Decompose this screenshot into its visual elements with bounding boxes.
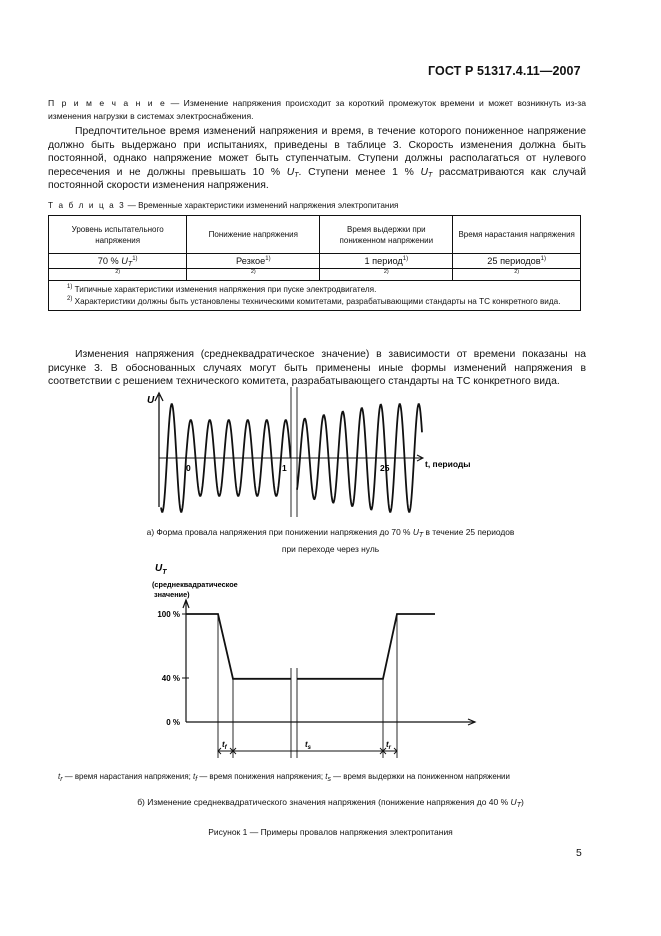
footnote-text: Характеристики должны быть установлены техническими комитетами, разрабатывающими стандарты на ТС конкретного вида. xyxy=(74,297,561,306)
table-cell xyxy=(453,254,581,269)
caption-a-line2: при переходе через нуль xyxy=(281,544,380,554)
legend-sub: f xyxy=(195,776,198,783)
x-axis-label: t, периоды xyxy=(425,459,471,469)
table-footnotes xyxy=(49,281,581,311)
header-cell: Время нарастания напряжения xyxy=(453,216,581,254)
legend-tr-text: — время нарастания напряжения; xyxy=(62,772,193,781)
u-symbol: U xyxy=(121,256,128,266)
table-cell: 2) xyxy=(49,269,187,281)
footnote-mark: 1) xyxy=(540,256,546,262)
y-title-line3: значение) xyxy=(154,590,190,599)
table-row xyxy=(49,254,581,269)
tick-0: 0 % xyxy=(166,718,180,727)
legend-sub: s xyxy=(327,776,331,783)
tick-40: 40 % xyxy=(161,674,180,683)
tf-sub: f xyxy=(224,745,227,751)
t-subscript: T xyxy=(294,171,299,179)
table-3 xyxy=(48,215,581,311)
caption-a-part2: в течение 25 периодов xyxy=(423,527,515,537)
legend-t: t xyxy=(192,772,196,781)
mark-25: 25 xyxy=(380,463,390,473)
footnote-mark: 2) xyxy=(67,296,73,302)
note-paragraph xyxy=(48,97,586,122)
footnote-mark: 1) xyxy=(132,256,138,262)
footnote-mark: 1) xyxy=(67,284,73,290)
ts-t: t xyxy=(305,740,308,749)
footnote-1 xyxy=(67,284,572,296)
table-cell xyxy=(320,254,453,269)
u-symbol: U xyxy=(420,166,428,178)
figure-a-waveform xyxy=(0,385,661,520)
tf-label xyxy=(222,740,228,751)
tick-100: 100 % xyxy=(157,610,180,619)
document-header: ГОСТ Р 51317.4.11—2007 xyxy=(428,64,581,78)
caption-b-part1: б) Изменение среднеквадратического значения напряжения (понижение напряжения до 40 % xyxy=(137,797,511,807)
figure-b-caption xyxy=(0,797,661,807)
rise-value: 25 периодов xyxy=(487,256,541,266)
para1-part-b: . Ступени менее 1 % xyxy=(298,166,421,178)
legend-ts-text: — время выдержки на пониженном напряжении xyxy=(330,772,510,781)
y-title-line2: (среднеквадратическое xyxy=(152,580,238,589)
ts-sub: s xyxy=(307,745,312,751)
table-caption-text: — Временные характеристики изменений напряжения электропитания xyxy=(125,201,399,210)
u-symbol: U xyxy=(412,527,419,537)
table-row xyxy=(49,269,581,281)
header-cell: Уровень испытательного напряжения xyxy=(49,216,187,254)
table-footnotes-row xyxy=(49,281,581,311)
tr-sub: r xyxy=(388,745,392,751)
paragraph-2: Изменения напряжения (среднеквадратическое значение) в зависимости от времени показаны на рисунке 3. В обоснованных случаях могут быть применены иные формы изменений напряжения в соответствии с решением технического комитета, разрабатывающего стандарты на ТС конкретного вида. xyxy=(48,349,586,387)
figure-a-caption xyxy=(0,524,661,558)
rms-profile-line xyxy=(186,614,435,679)
page-number: 5 xyxy=(576,848,582,859)
y-title-t: T xyxy=(162,569,167,576)
legend-sub: r xyxy=(60,776,63,783)
drop-value: Резкое xyxy=(236,256,266,266)
footnote-mark: 1) xyxy=(402,256,409,262)
mark-0: 0 xyxy=(186,463,191,473)
t-subscript: T xyxy=(428,171,433,179)
y-title-symbol xyxy=(155,563,167,576)
ts-label xyxy=(305,740,312,751)
paragraph-1 xyxy=(48,125,586,193)
caption-b-part2: ) xyxy=(520,797,524,807)
table-cell xyxy=(187,254,320,269)
legend-t: t xyxy=(325,772,328,781)
caption-a-part1: а) Форма провала напряжения при понижении напряжения до 70 % xyxy=(146,527,413,537)
note-label: П р и м е ч а н и е xyxy=(48,98,167,108)
table-cell xyxy=(49,254,187,269)
hold-value: 1 период xyxy=(364,256,403,266)
para1-part-a: Предпочтительное время изменений напряжения и время, в течение которого пониженное напряжение должно быть выдержано при испытаниях, приведены в таблице 3. Скорость изменения должна быть постоянной, однако напряжение может быть ступенчатым. Ступени должны располагаться от нулевого пересечения и не должны превышать 10 % xyxy=(48,126,586,178)
table-cell: 2) xyxy=(187,269,320,281)
table-cell: 2) xyxy=(320,269,453,281)
tr-t: t xyxy=(386,740,389,749)
u-symbol: U xyxy=(286,166,295,178)
t-subscript: T xyxy=(127,261,133,268)
y-title-u: U xyxy=(155,563,163,574)
para1-part-c: рассматриваются как случай постоянной скорости изменения напряжения. xyxy=(48,166,586,191)
figure-b-legend xyxy=(58,772,510,781)
table-caption xyxy=(48,201,398,210)
level-value: 70 % xyxy=(97,256,119,266)
y-axis-label: U xyxy=(147,395,155,406)
table-caption-label: Т а б л и ц а 3 xyxy=(48,201,126,210)
mark-1: 1 xyxy=(282,463,287,473)
footnote-mark: 1) xyxy=(265,256,271,262)
tr-label xyxy=(386,740,392,751)
legend-tf-text: — время понижения напряжения; xyxy=(197,772,326,781)
tf-t: t xyxy=(222,740,225,749)
t-subscript: T xyxy=(418,532,424,539)
figure-title: Рисунок 1 — Примеры провалов напряжения электропитания xyxy=(208,827,453,837)
header-cell: Время выдержки при пониженном напряжении xyxy=(320,216,453,254)
u-symbol: U xyxy=(510,797,517,807)
figure-b-rms xyxy=(0,558,661,758)
table-header-row xyxy=(49,216,581,254)
footnote-text: Типичные характеристики изменения напряжения при пуске электродвигателя. xyxy=(74,285,377,294)
header-cell: Понижение напряжения xyxy=(187,216,320,254)
t-subscript: T xyxy=(516,802,521,809)
table-cell: 2) xyxy=(453,269,581,281)
legend-t: t xyxy=(58,772,61,781)
note-text: — Изменение напряжения происходит за короткий промежуток времени и может возникнуть из-за изменения нагрузки в системах электроснабжения. xyxy=(48,98,586,121)
footnote-2 xyxy=(67,296,572,308)
